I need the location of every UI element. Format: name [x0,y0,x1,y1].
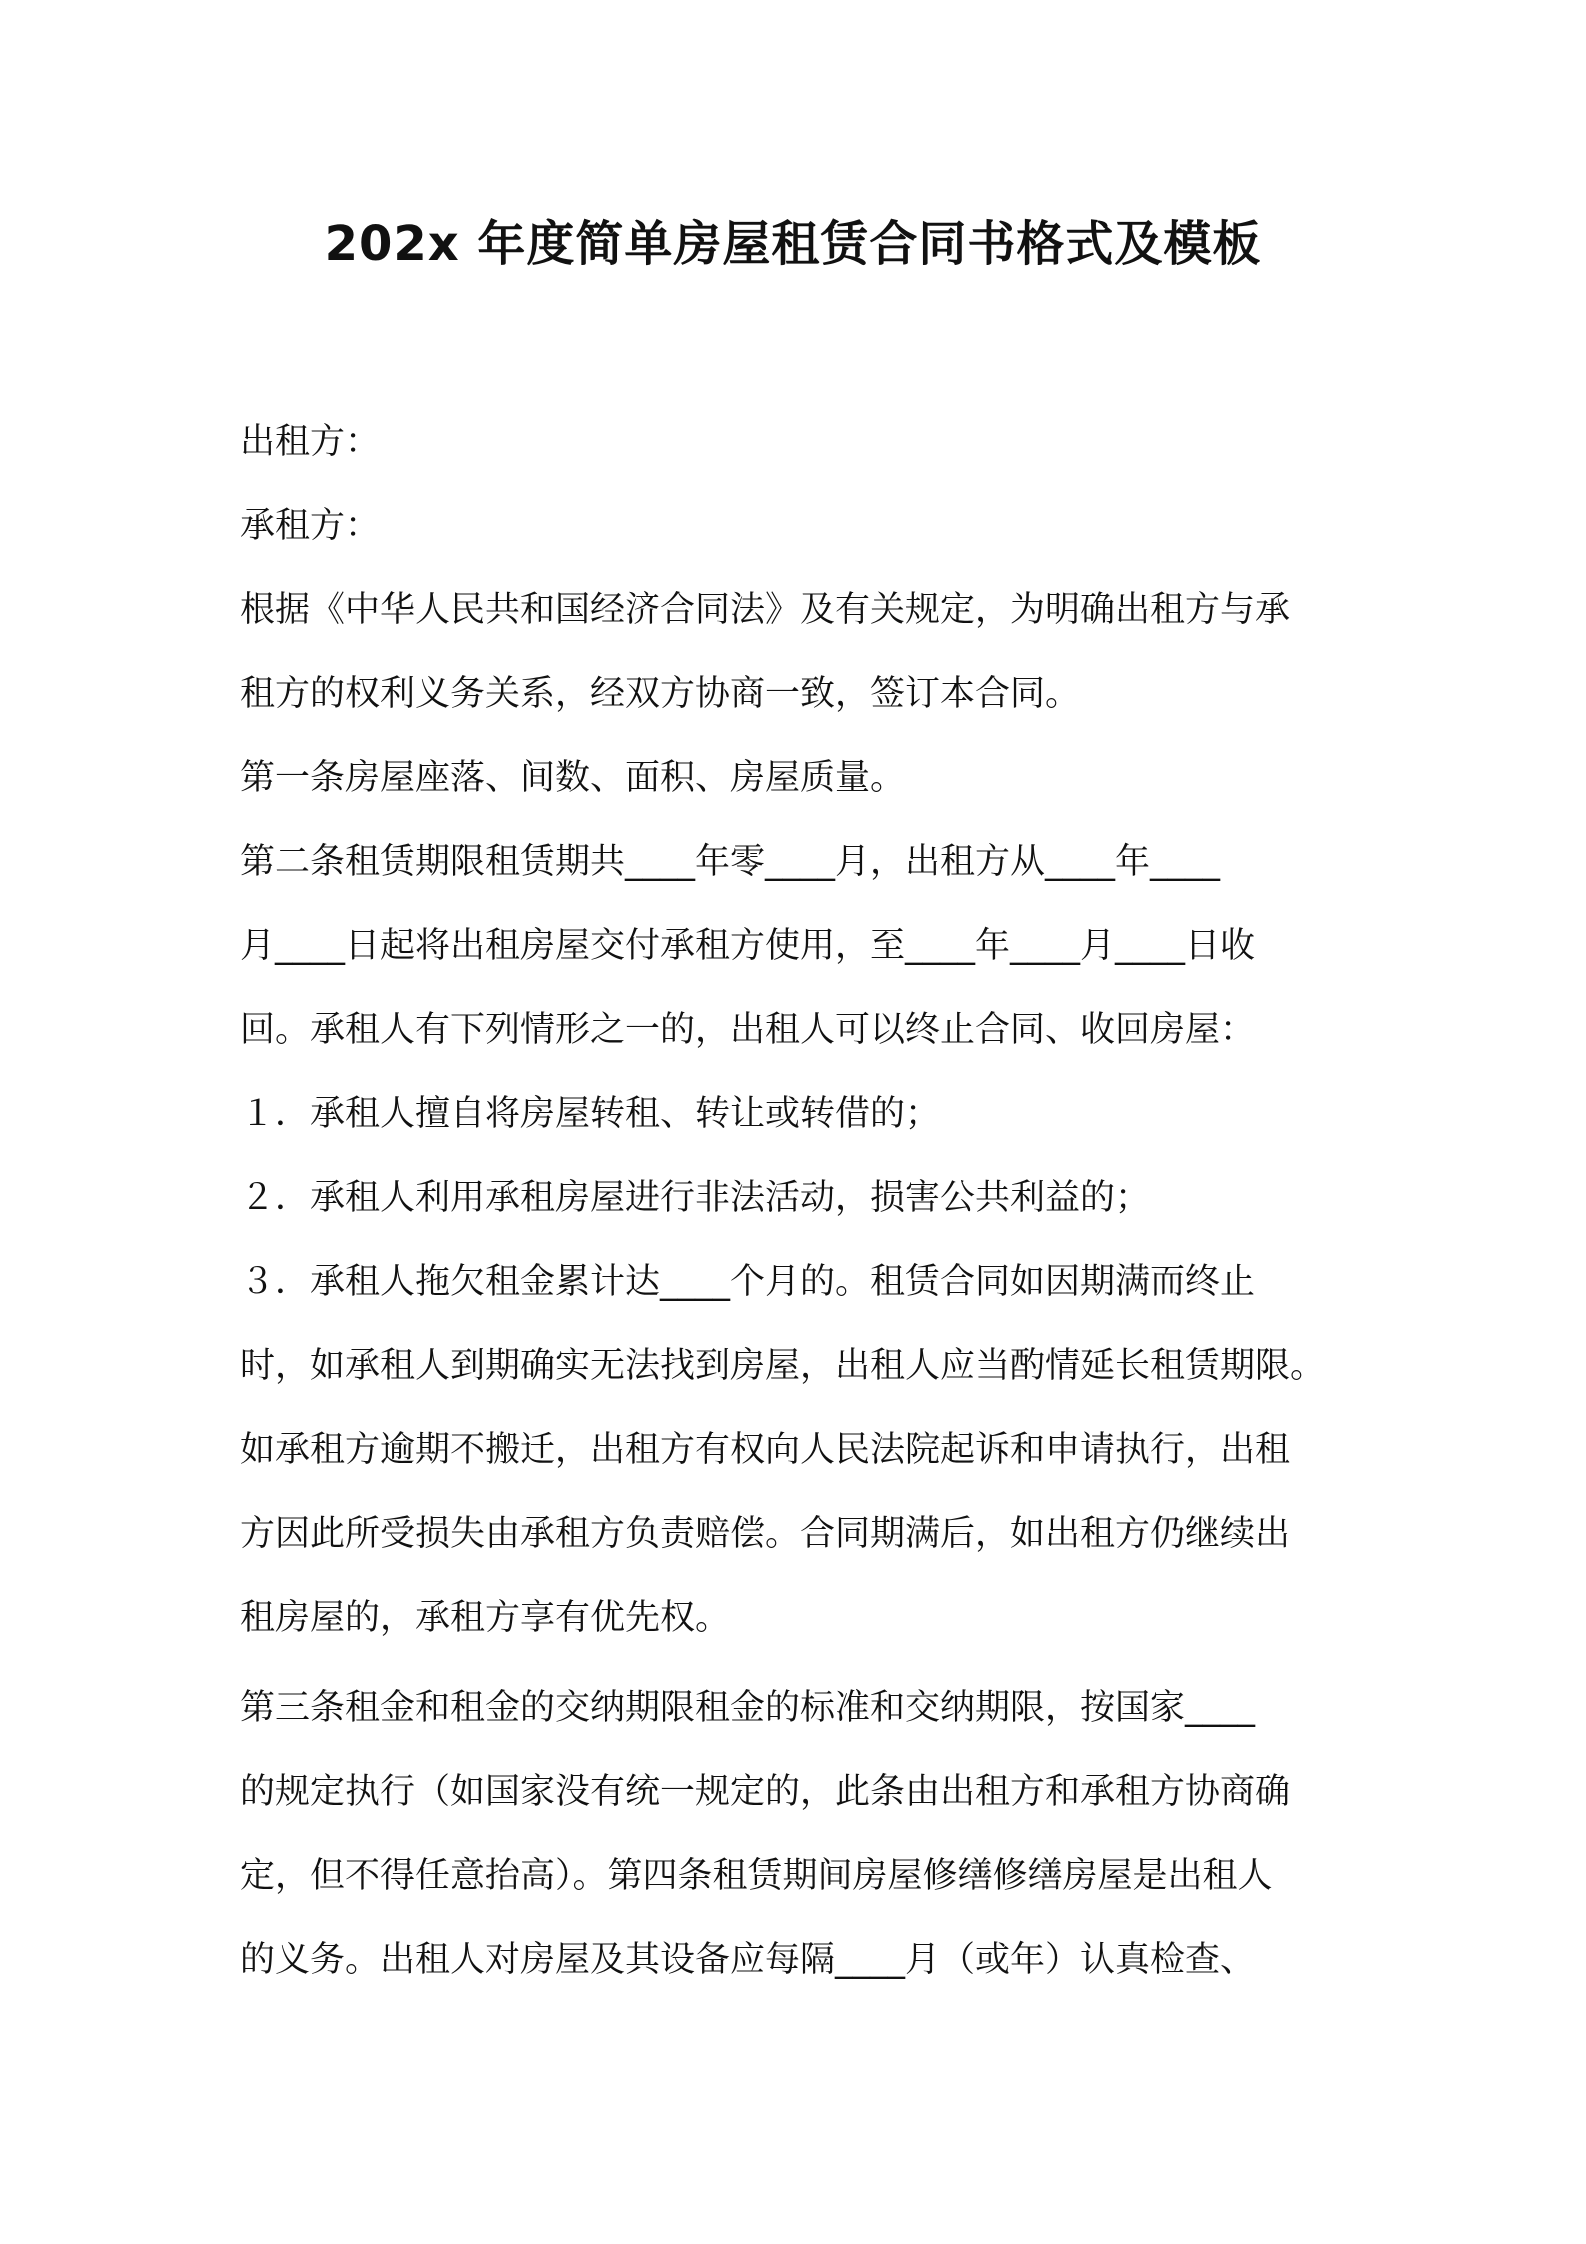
termination-item-3-line-5: 租房屋的，承租方享有优先权。 [240,1598,731,1638]
article-2-line-3: 回。承租人有下列情形之一的，出租人可以终止合同、收回房屋： [240,1010,1256,1050]
article-1: 第一条房屋座落、间数、面积、房屋质量。 [240,758,906,798]
lessee-label: 承租方： [240,506,381,546]
termination-item-1: １．承租人擅自将房屋转租、转让或转借的； [240,1094,941,1134]
lessor-label: 出租方： [240,422,381,462]
article-4-line-1: 的义务。出租人对房屋及其设备应每隔____月（或年）认真检查、 [240,1940,1256,1980]
document-body [240,400,1350,2002]
termination-item-3-line-1: ３．承租人拖欠租金累计达____个月的。租赁合同如因期满而终止 [240,1262,1256,1302]
article-2-line-2: 月____日起将出租房屋交付承租方使用，至____年____月____日收 [240,926,1256,966]
preamble-line-1: 根据《中华人民共和国经济合同法》及有关规定，为明确出租方与承 [240,590,1291,630]
preamble-line-2: 租方的权利义务关系，经双方协商一致，签订本合同。 [240,674,1081,714]
article-3-line-2: 的规定执行（如国家没有统一规定的，此条由出租方和承租方协商确 [240,1772,1291,1812]
termination-item-2: ２．承租人利用承租房屋进行非法活动，损害公共利益的； [240,1178,1151,1218]
document-title: 202x 年度简单房屋租赁合同书格式及模板 [324,216,1262,272]
termination-item-3-line-4: 方因此所受损失由承租方负责赔偿。合同期满后，如出租方仍继续出 [240,1514,1291,1554]
termination-item-3-line-2: 时，如承租人到期确实无法找到房屋，出租人应当酌情延长租赁期限。 [240,1346,1326,1386]
article-2-line-1: 第二条租赁期限租赁期共____年零____月，出租方从____年____ [240,842,1221,882]
article-3-line-3: 定，但不得任意抬高）。第四条租赁期间房屋修缮修缮房屋是出租人 [240,1856,1273,1896]
article-3-line-1: 第三条租金和租金的交纳期限租金的标准和交纳期限，按国家____ [240,1688,1256,1728]
termination-item-3-line-3: 如承租方逾期不搬迁，出租方有权向人民法院起诉和申请执行，出租 [240,1430,1291,1470]
